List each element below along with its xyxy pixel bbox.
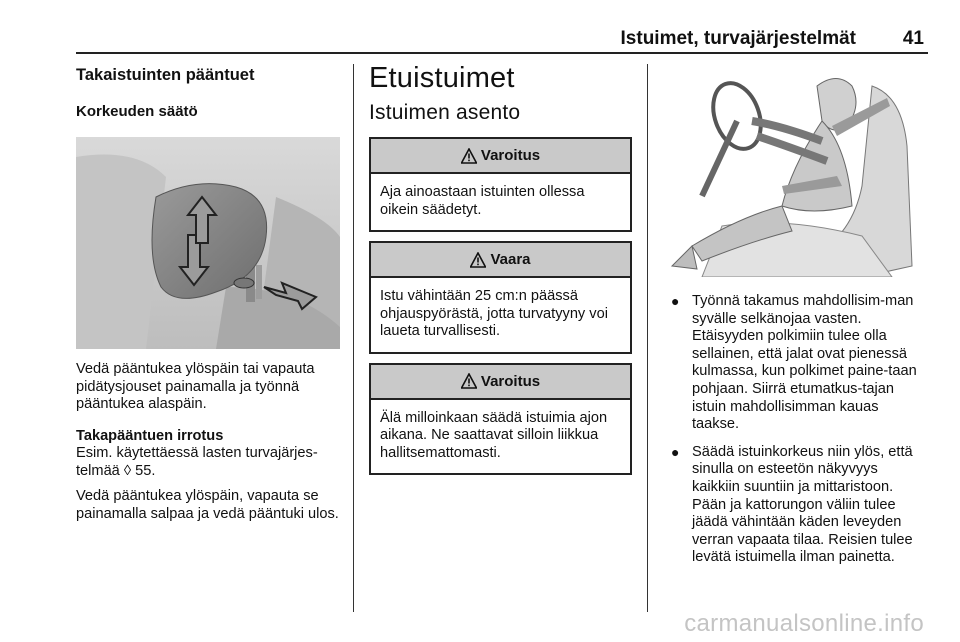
subsection-heading: Korkeuden säätö	[76, 103, 198, 120]
list-item	[662, 444, 928, 567]
warning-box	[369, 363, 632, 476]
page-header	[76, 22, 928, 54]
headrest-illustration	[76, 137, 340, 349]
section-heading: Takaistuinten pääntuet	[76, 66, 255, 84]
watermark: carmanualsonline.info	[684, 610, 924, 637]
removal-text: Esim. käytettäessä lasten turvajärjes-telmää ◊ 55.	[76, 445, 318, 479]
danger-text: Istu vähintään 25 cm:n päässä ohjauspyörästä, jotta turvatyyny voi laueta turvallisesti.	[380, 288, 608, 339]
left-column	[76, 66, 342, 523]
warning-triangle-icon	[470, 252, 486, 268]
warning-triangle-icon	[461, 148, 477, 164]
column-divider	[353, 64, 354, 612]
chapter-heading: Etuistuimet	[369, 62, 515, 94]
list-item	[662, 293, 928, 434]
warning-text: Älä milloinkaan säädä istuimia ajon aikana. Ne saattavat silloin liikkua hallitsemattomasti.	[380, 409, 608, 461]
paragraph: Vedä pääntukea ylöspäin tai vapauta pidätysjouset painamalla ja työnnä pääntukea alaspäin.	[76, 361, 315, 412]
removal-title: Takapääntuen irrotus	[76, 427, 224, 444]
column-divider	[647, 64, 648, 612]
warning-title: Varoitus	[480, 372, 541, 390]
list-item-text: Säädä istuinkorkeus niin ylös, että sinulla on esteetön näkyvyys kaikkiin suuntiin ja mittaristoon. Pään ja kattorungon väliin tulee jäädä vähintään käden leveyden verran vapaata tilaa. Reisien tulee levätä istuimella ilman painetta.	[692, 443, 913, 566]
instruction-list	[662, 293, 928, 567]
bullet-symbol: ●	[671, 293, 680, 309]
middle-column	[369, 62, 632, 475]
right-column	[662, 66, 928, 577]
warning-text: Aja ainoastaan istuinten ollessa oikein säädetyt.	[380, 184, 585, 218]
page-number: 41	[902, 28, 924, 49]
removal-paragraph	[76, 428, 342, 481]
warning-title: Varoitus	[480, 147, 541, 164]
warning-triangle-icon	[461, 373, 477, 389]
section-title: Istuimet, turvajärjestelmät	[620, 28, 856, 49]
section-heading: Istuimen asento	[369, 101, 521, 124]
paragraph: Vedä pääntukea ylöspäin, vapauta se painamalla salpaa ja vedä pääntuki ulos.	[76, 488, 339, 522]
warning-box	[369, 137, 632, 232]
danger-box	[369, 241, 632, 354]
bullet-symbol: ●	[671, 443, 680, 460]
list-item-text: Työnnä takamus mahdollisim-man syvälle selkänojaa vasten. Etäisyyden polkimiin tulee olla sellainen, että jalat ovat pienessä kulmassa, kun polkimet paine-taan pohjaan. Siirrä etumatkus-tajan istuin mahdollisimman kauas taakse.	[692, 293, 917, 433]
driver-seat-illustration	[662, 66, 926, 277]
danger-title: Vaara	[490, 251, 531, 268]
